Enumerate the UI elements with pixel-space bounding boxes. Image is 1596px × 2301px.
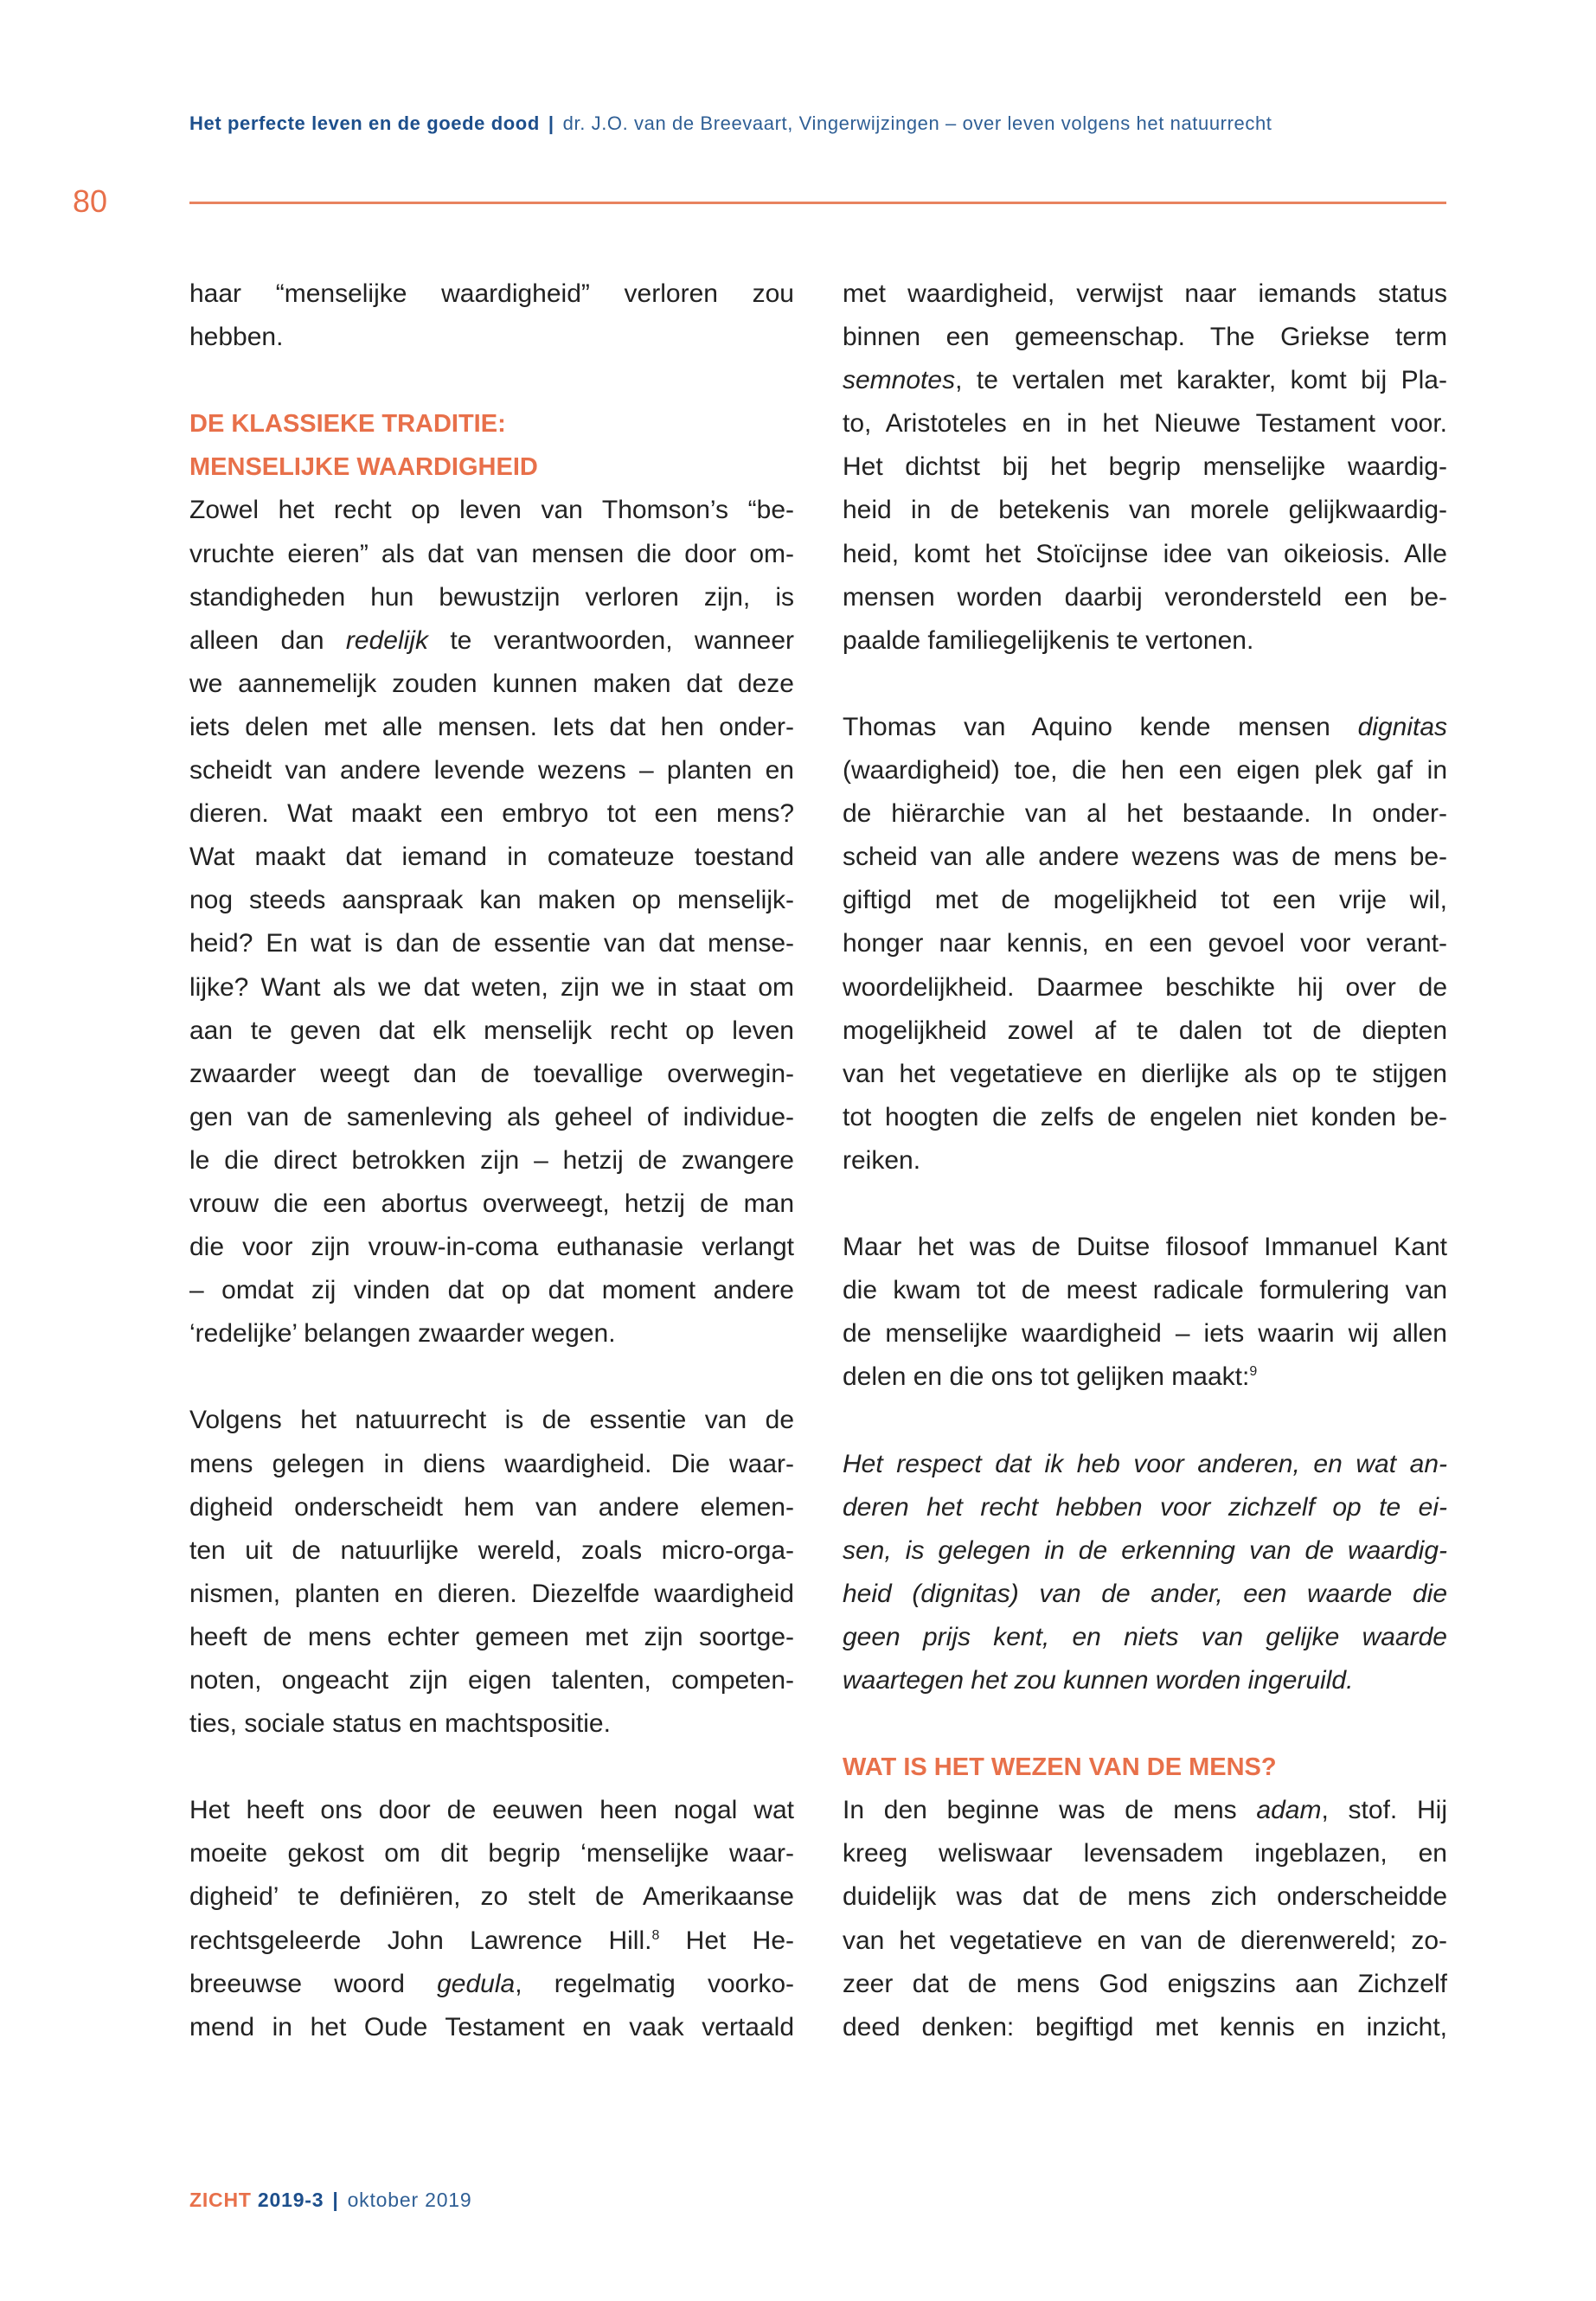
text-line (843, 1009, 1447, 1053)
italic-text: waartegen het zou kunnen worden ingeruild. (843, 1666, 1354, 1695)
text-line (189, 966, 794, 1009)
italic-text: redelijk (345, 625, 428, 655)
text-line (189, 1529, 794, 1573)
text-segment: rechtsgeleerde John Lawrence Hill. (189, 1926, 652, 1955)
text-segment: zeer dat de mens God enigszins aan Zichzelf (843, 1969, 1447, 1998)
text-line (189, 1573, 794, 1616)
text-line (843, 836, 1447, 879)
text-line (189, 1269, 794, 1312)
text-line (189, 1399, 794, 1442)
italic-text: gedula (437, 1969, 516, 1998)
text-line (843, 576, 1447, 619)
running-header (189, 112, 1272, 135)
right-column (843, 272, 1447, 2049)
text-line (843, 619, 1447, 663)
text-segment: to, Aristoteles en in het Nieuwe Testament voor. (843, 409, 1447, 439)
text-segment: , stof. Hij (1321, 1796, 1447, 1825)
text-line (189, 576, 794, 619)
text-segment: , regelmatig voorko- (515, 1969, 794, 1998)
text-line (843, 792, 1447, 836)
text-segment: te verantwoorden, wanneer (427, 625, 794, 655)
left-column (189, 272, 794, 2049)
text-line (189, 1183, 794, 1226)
text-line (843, 1486, 1447, 1529)
italic-text: geen prijs kent, en niets van gelijke waarde (843, 1622, 1447, 1651)
text-line (843, 966, 1447, 1009)
text-segment: heid, komt het Stoïcijnse idee van oikeiosis. Alle (843, 539, 1447, 568)
text-segment: Zowel het recht op leven van Thomson’s “be- (189, 496, 794, 525)
text-segment: de hiërarchie van al het bestaande. In onder- (843, 799, 1447, 829)
text-segment: gen van de samenleving als geheel of individue- (189, 1102, 794, 1131)
section-heading: MENSELIJKE WAARDIGHEID (189, 453, 538, 482)
text-segment: heeft de mens echter gemeen met zijn soortge- (189, 1622, 794, 1651)
text-segment: mogelijkheid zowel af te dalen tot de diepten (843, 1016, 1447, 1045)
footnote-marker: 8 (651, 1927, 660, 1943)
text-line (843, 1875, 1447, 1919)
text-segment: scheid van alle andere wezens was de mens be- (843, 843, 1447, 872)
text-segment: die kwam tot de meest radicale formulering van (843, 1276, 1447, 1305)
text-line (843, 706, 1447, 749)
text-line (843, 445, 1447, 489)
text-segment: duidelijk was dat de mens zich onderscheidde (843, 1882, 1447, 1912)
text-segment: Het heeft ons door de eeuwen heen nogal wat (189, 1796, 794, 1825)
footnote-marker: 9 (1249, 1364, 1258, 1380)
text-segment: reiken. (843, 1145, 921, 1175)
text-line (843, 2006, 1447, 2049)
text-line (189, 489, 794, 532)
text-segment: binnen een gemeenschap. The Griekse term (843, 323, 1447, 352)
text-line (843, 1529, 1447, 1573)
text-segment: tot hoogten die zelfs de engelen niet konden be- (843, 1102, 1447, 1131)
text-line (189, 663, 794, 706)
text-segment: we aannemelijk zouden kunnen maken dat deze (189, 669, 794, 698)
text-line (189, 1312, 794, 1356)
text-segment: moeite gekost om dit begrip ‘menselijke waar- (189, 1839, 794, 1868)
text-line (843, 1053, 1447, 1096)
italic-text: dignitas (1357, 712, 1447, 741)
text-line (843, 1226, 1447, 1269)
text-segment: digheid onderscheidt hem van andere elemen- (189, 1492, 794, 1522)
text-line (189, 1009, 794, 1053)
italic-text: deren het recht hebben voor zichzelf op te ei- (843, 1492, 1447, 1522)
text-segment: Het He- (659, 1926, 794, 1955)
text-line (843, 749, 1447, 792)
text-line (189, 1616, 794, 1659)
article-title: Het perfecte leven en de goede dood (189, 112, 540, 134)
text-segment: kreeg weliswaar levensadem ingeblazen, en (843, 1839, 1447, 1868)
text-line (189, 1920, 794, 1963)
text-segment: Wat maakt dat iemand in comateuze toestand (189, 843, 794, 872)
text-line (189, 1659, 794, 1702)
text-line (843, 1963, 1447, 2006)
text-segment: ‘redelijke’ belangen zwaarder wegen. (189, 1319, 616, 1349)
text-line (189, 706, 794, 749)
blank-line (189, 1746, 794, 1789)
text-segment: Volgens het natuurrecht is de essentie van de (189, 1406, 794, 1435)
text-segment: hebben. (189, 323, 284, 352)
text-segment: honger naar kennis, en een gevoel voor verant- (843, 929, 1447, 958)
page-footer (189, 2189, 471, 2212)
text-segment: aan te geven dat elk menselijk recht op leven (189, 1016, 794, 1045)
text-line (189, 1443, 794, 1486)
text-segment: , te vertalen met karakter, komt bij Pla- (955, 366, 1447, 395)
text-segment: vrouw die een abortus overweegt, hetzij de man (189, 1189, 794, 1218)
text-segment: dieren. Wat maakt een embryo tot een mens? (189, 799, 794, 829)
text-segment: scheidt van andere levende wezens – planten en (189, 756, 794, 785)
text-segment: Thomas van Aquino kende mensen (843, 712, 1358, 741)
text-line (189, 619, 794, 663)
text-line (843, 1312, 1447, 1356)
text-line (189, 1789, 794, 1832)
text-segment: iets delen met alle mensen. Iets dat hen onder- (189, 712, 794, 741)
text-segment: van het vegetatieve en dierlijke als op te stijgen (843, 1059, 1447, 1088)
text-line (843, 1096, 1447, 1139)
text-line (843, 1920, 1447, 1963)
italic-text: semnotes (843, 366, 956, 395)
issue-date: oktober 2019 (347, 2189, 472, 2211)
text-line (843, 316, 1447, 359)
italic-text: heid (dignitas) van de ander, een waarde die (843, 1579, 1447, 1608)
text-line (843, 1789, 1447, 1832)
text-segment: ties, sociale status en machtspositie. (189, 1709, 611, 1739)
text-line (843, 1832, 1447, 1875)
text-segment: (waardigheid) toe, die hen een eigen plek gaf in (843, 756, 1447, 785)
italic-text: adam (1256, 1796, 1322, 1825)
text-line (189, 1832, 794, 1875)
blank-line (189, 359, 794, 402)
text-line (843, 879, 1447, 922)
text-line (189, 1702, 794, 1746)
text-line (843, 489, 1447, 532)
text-line (189, 1096, 794, 1139)
text-line (189, 2006, 794, 2049)
text-segment: Het dichtst bij het begrip menselijke waardig- (843, 452, 1447, 482)
text-segment: vruchte eieren” als dat van mensen die door om- (189, 539, 794, 568)
footer-separator: | (332, 2189, 339, 2211)
text-segment: le die direct betrokken zijn – hetzij de zwangere (189, 1145, 794, 1175)
text-line (843, 1616, 1447, 1659)
issue-number: 2019-3 (257, 2189, 324, 2211)
text-segment: nismen, planten en dieren. Diezelfde waardigheid (189, 1579, 794, 1608)
text-segment: ten uit de natuurlijke wereld, zoals micro-orga- (189, 1535, 794, 1565)
text-segment: mensen worden daarbij verondersteld een be- (843, 582, 1447, 612)
text-line (843, 1573, 1447, 1616)
header-divider (189, 202, 1446, 204)
blank-line (843, 1399, 1447, 1442)
text-line (843, 272, 1447, 316)
blank-line (189, 1356, 794, 1399)
text-segment: giftigd met de mogelijkheid tot een vrije wil, (843, 886, 1447, 915)
text-line (843, 922, 1447, 965)
text-line (843, 402, 1447, 445)
text-line (843, 1659, 1447, 1702)
text-line (843, 533, 1447, 576)
text-segment: alleen dan (189, 625, 346, 655)
text-segment: noten, ongeacht zijn eigen talenten, competen- (189, 1666, 794, 1695)
text-line (843, 359, 1447, 402)
text-segment: Maar het was de Duitse filosoof Immanuel Kant (843, 1233, 1447, 1262)
text-segment: heid in de betekenis van morele gelijkwaardig- (843, 496, 1447, 525)
text-segment: zwaarder weegt dan de toevallige overwegin- (189, 1059, 794, 1088)
text-line (189, 922, 794, 965)
text-segment: heid? En wat is dan de essentie van dat mense- (189, 929, 794, 958)
text-segment: met waardigheid, verwijst naar iemands status (843, 279, 1447, 308)
text-segment: standigheden hun bewustzijn verloren zijn, is (189, 582, 794, 612)
text-segment: breeuwse woord (189, 1969, 438, 1998)
text-line (189, 836, 794, 879)
italic-text: sen, is gelegen in de erkenning van de waardig- (843, 1535, 1447, 1565)
text-segment: die voor zijn vrouw-in-coma euthanasie verlangt (189, 1233, 794, 1262)
text-segment: digheid’ te definiëren, zo stelt de Amerikaanse (189, 1882, 794, 1912)
text-segment: In den beginne was de mens (843, 1796, 1257, 1825)
text-segment: haar “menselijke waardigheid” verloren zou (189, 279, 794, 308)
text-line (843, 1356, 1447, 1399)
text-segment: – omdat zij vinden dat op dat moment andere (189, 1276, 794, 1305)
blank-line (843, 1702, 1447, 1746)
italic-text: Het respect dat ik heb voor anderen, en wat an- (843, 1449, 1447, 1478)
text-segment: delen en die ons tot gelijken maakt: (843, 1362, 1250, 1392)
text-line (189, 272, 794, 316)
text-line (189, 879, 794, 922)
text-line (189, 533, 794, 576)
text-segment: nog steeds aanspraak kan maken op menselijk- (189, 886, 794, 915)
text-line (189, 1226, 794, 1269)
text-line (189, 316, 794, 359)
text-line (189, 792, 794, 836)
text-segment: woordelijkheid. Daarmee beschikte hij over de (843, 972, 1447, 1002)
text-line (189, 1875, 794, 1919)
text-line (843, 1443, 1447, 1486)
text-segment: mens gelegen in diens waardigheid. Die waar- (189, 1449, 794, 1478)
text-segment: deed denken: begiftigd met kennis en inzicht, (843, 2012, 1447, 2041)
blank-line (843, 1183, 1447, 1226)
magazine-name: ZICHT (189, 2189, 252, 2211)
text-segment: van het vegetatieve en van de dierenwereld; zo- (843, 1926, 1447, 1955)
text-line (843, 1269, 1447, 1312)
section-heading: WAT IS HET WEZEN VAN DE MENS? (843, 1753, 1277, 1782)
text-segment: mend in het Oude Testament en vaak vertaald (189, 2012, 794, 2041)
header-separator: | (548, 112, 554, 134)
text-line (189, 1963, 794, 2006)
text-segment: de menselijke waardigheid – iets waarin wij allen (843, 1319, 1447, 1349)
text-line (189, 1053, 794, 1096)
text-segment: lijke? Want als we dat weten, zijn we in staat om (189, 972, 794, 1002)
text-line (843, 1139, 1447, 1183)
article-subtitle: dr. J.O. van de Breevaart, Vingerwijzingen – over leven volgens het natuurrecht (562, 112, 1272, 134)
text-line (189, 1486, 794, 1529)
blank-line (843, 663, 1447, 706)
page-number: 80 (73, 183, 108, 219)
text-line (189, 749, 794, 792)
text-line (189, 1139, 794, 1183)
text-segment: paalde familiegelijkenis te vertonen. (843, 625, 1254, 655)
section-heading: DE KLASSIEKE TRADITIE: (189, 410, 506, 439)
